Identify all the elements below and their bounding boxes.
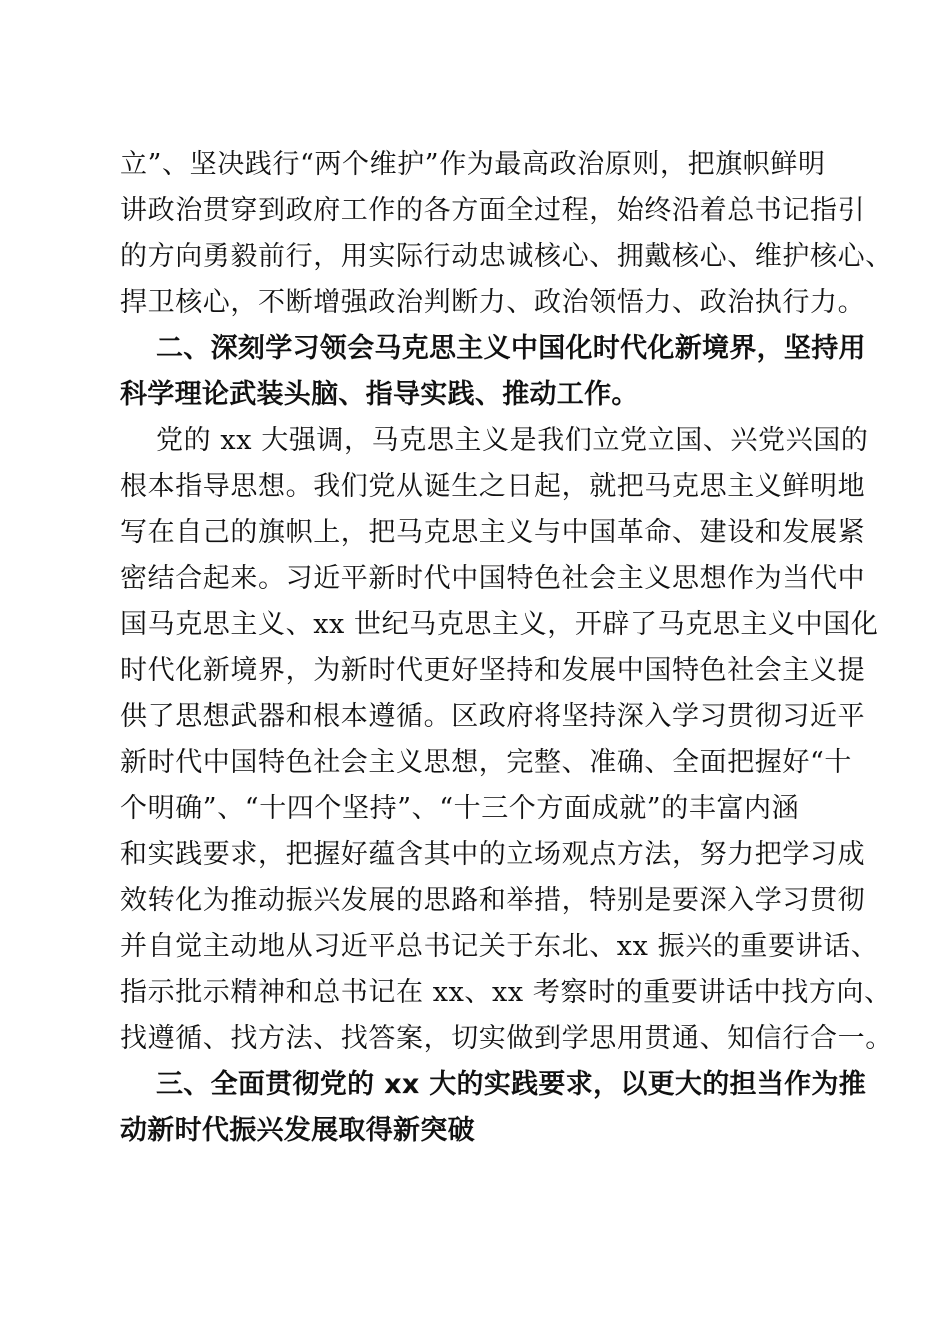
text-line: 个明确”、“十四个坚持”、“十三个方面成就”的丰富内涵: [120, 793, 800, 824]
text-line: 供了思想武器和根本遵循。区政府将坚持深入学习贯彻习近平: [120, 701, 866, 732]
text-line: 找遵循、找方法、找答案，切实做到学思用贯通、知信行合一。: [120, 1023, 893, 1054]
text-line: 写在自己的旗帜上，把马克思主义与中国革命、建设和发展紧: [120, 517, 866, 548]
text-line: 立”、坚决践行“两个维护”作为最高政治原则，把旗帜鲜明: [120, 149, 826, 180]
heading-line: 科学理论武装头脑、指导实践、推动工作。: [120, 379, 639, 410]
text-line: 国马克思主义、xx 世纪马克思主义，开辟了马克思主义中国化: [120, 609, 879, 640]
text-line: 效转化为推动振兴发展的思路和举措，特别是要深入学习贯彻: [120, 885, 866, 916]
text-line: 时代化新境界，为新时代更好坚持和发展中国特色社会主义提: [120, 655, 866, 686]
text-line: 密结合起来。习近平新时代中国特色社会主义思想作为当代中: [120, 563, 866, 594]
text-line: 讲政治贯穿到政府工作的各方面全过程，始终沿着总书记指引: [120, 195, 866, 226]
paragraph-political-principle: [120, 142, 893, 326]
section-heading-two: [120, 326, 866, 418]
section-heading-three: [120, 1062, 867, 1154]
text-line: 捍卫核心，不断增强政治判断力、政治领悟力、政治执行力。: [120, 287, 866, 318]
text-line: 指示批示精神和总书记在 xx、xx 考察时的重要讲话中找方向、: [120, 977, 892, 1008]
text-line: 和实践要求，把握好蕴含其中的立场观点方法，努力把学习成: [120, 839, 866, 870]
text-line: 新时代中国特色社会主义思想，完整、准确、全面把握好“十: [120, 747, 853, 778]
text-line: 的方向勇毅前行，用实际行动忠诚核心、拥戴核心、维护核心、: [120, 241, 893, 272]
heading-line: 动新时代振兴发展取得新突破: [120, 1115, 475, 1146]
heading-line: 三、全面贯彻党的 xx 大的实践要求，以更大的担当作为推: [156, 1069, 867, 1100]
text-line: 党的 xx 大强调，马克思主义是我们立党立国、兴党兴国的: [156, 425, 869, 456]
heading-line: 二、深刻学习领会马克思主义中国化时代化新境界，坚持用: [156, 333, 866, 364]
text-line: 根本指导思想。我们党从诞生之日起，就把马克思主义鲜明地: [120, 471, 866, 502]
text-line: 并自觉主动地从习近平总书记关于东北、xx 振兴的重要讲话、: [120, 931, 879, 962]
document-body: [120, 142, 893, 1154]
paragraph-marxism: [120, 418, 893, 1062]
